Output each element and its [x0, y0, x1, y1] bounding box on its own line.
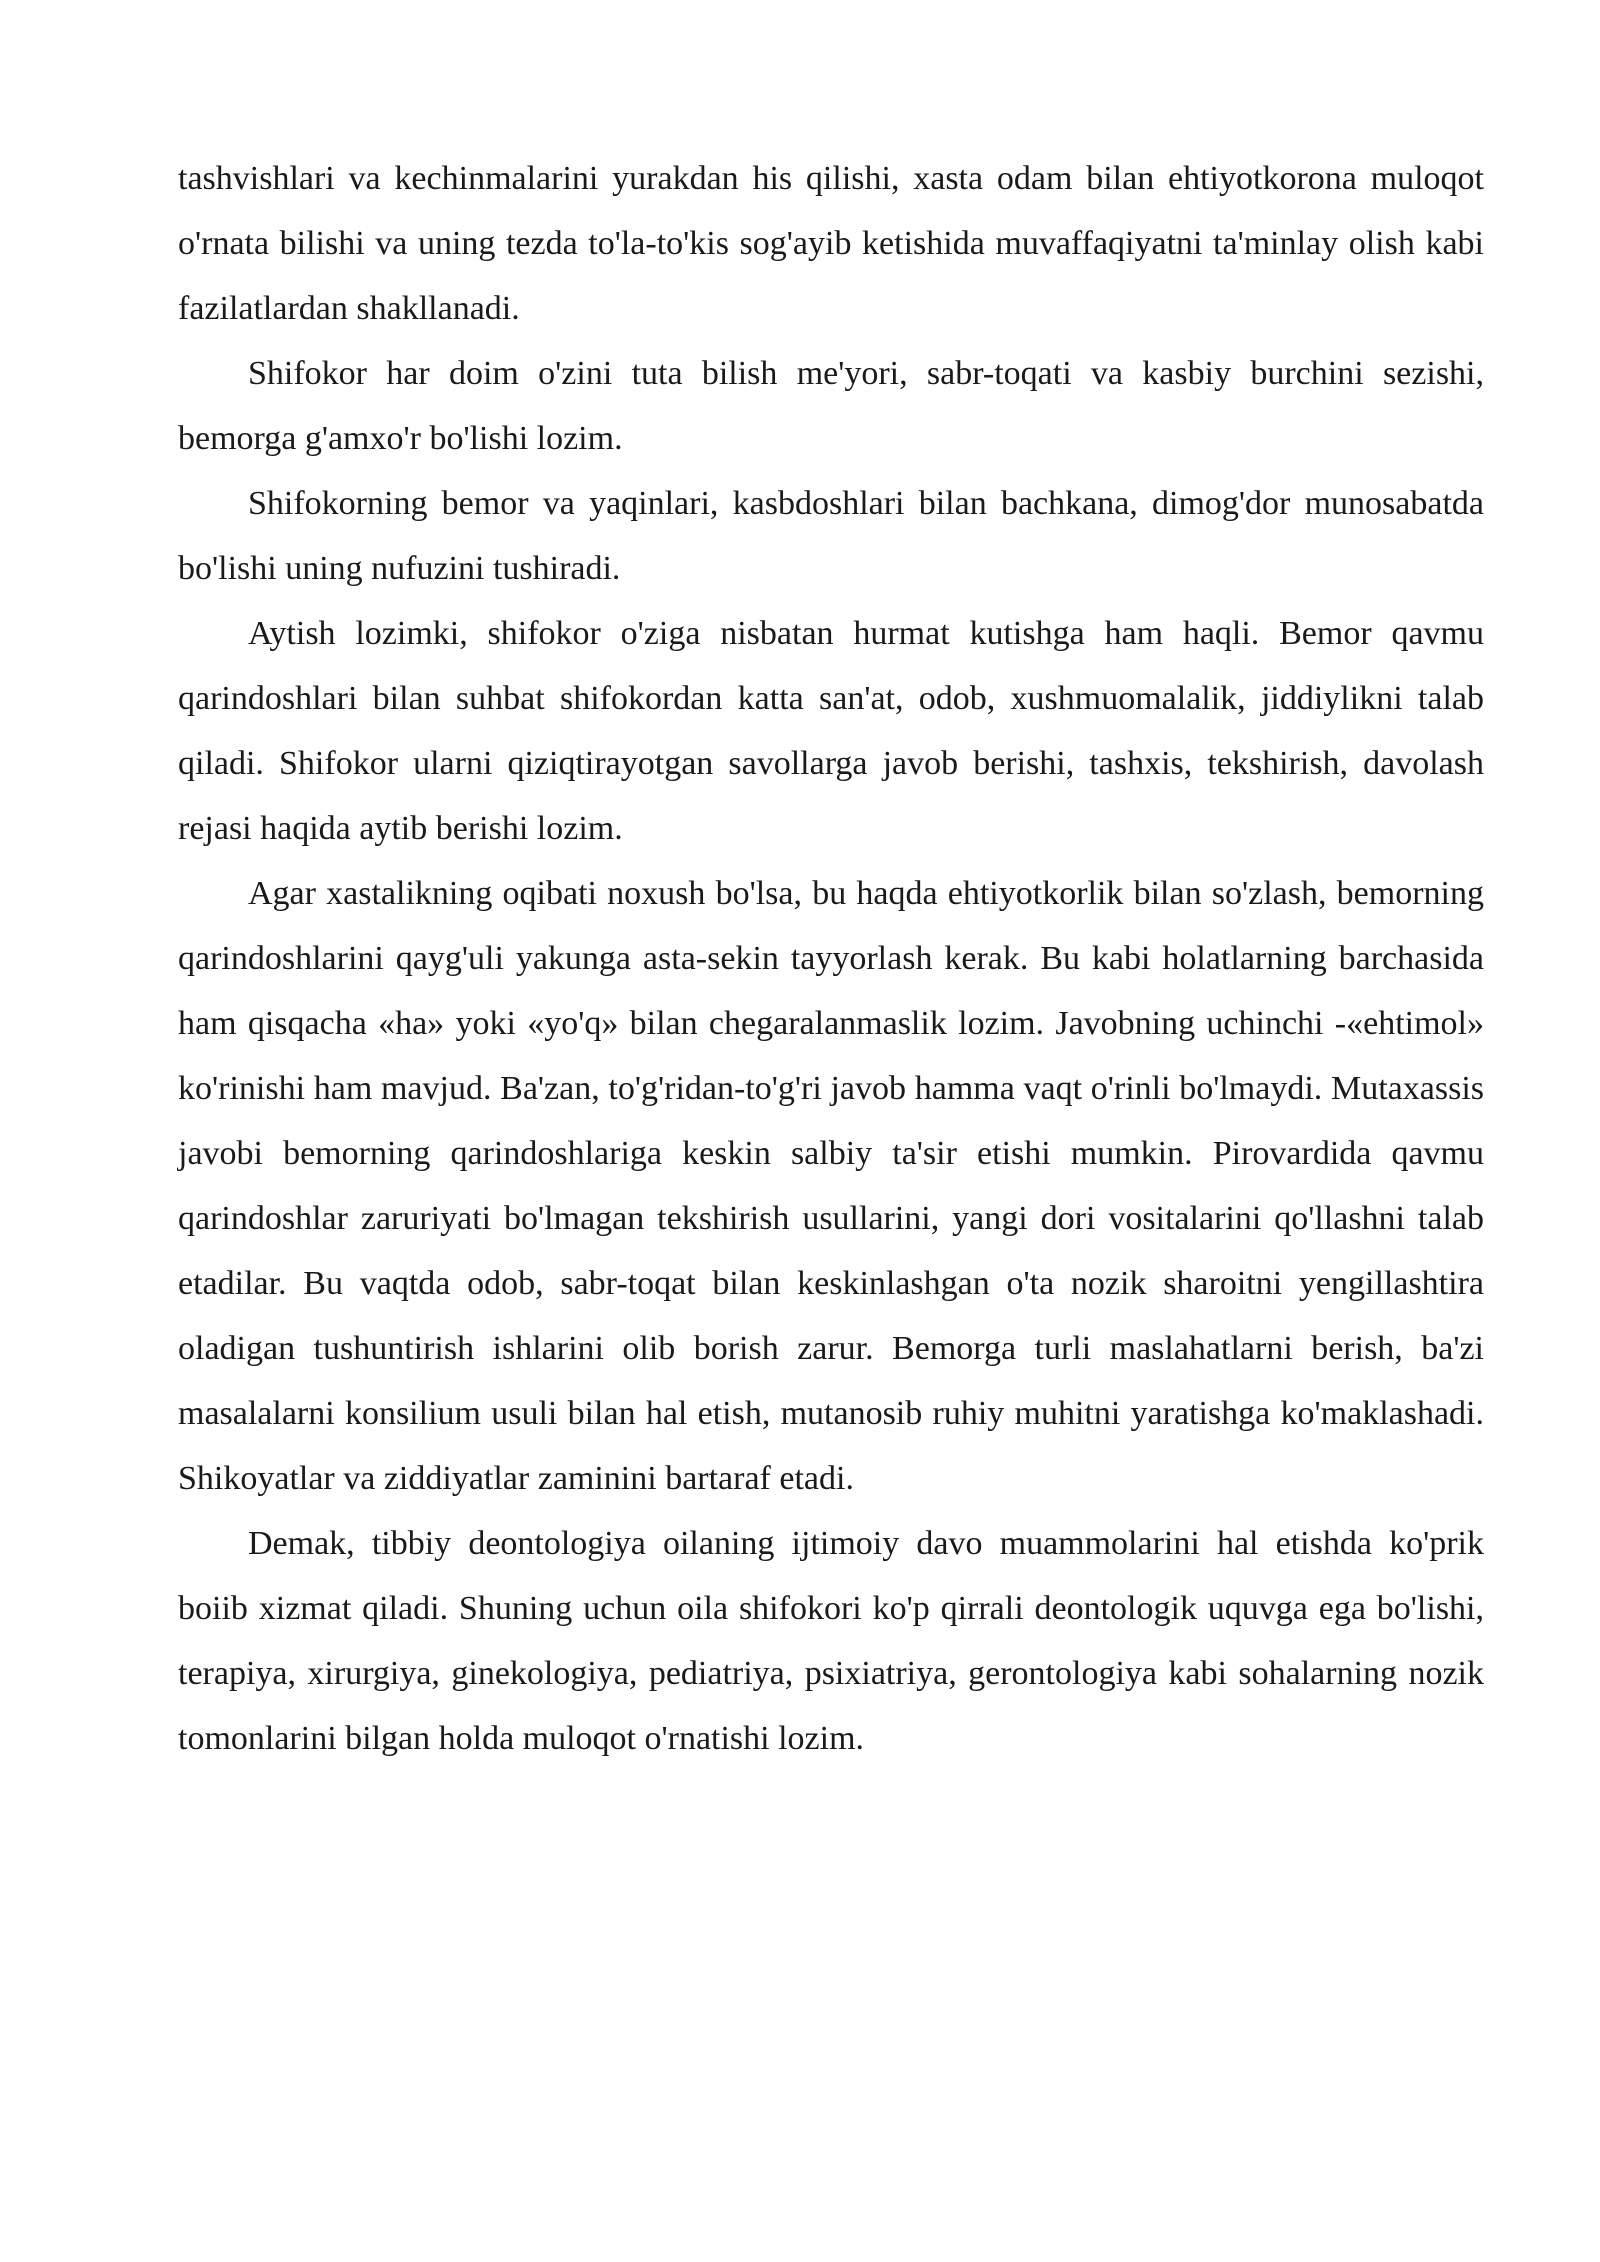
paragraph: Demak, tibbiy deontologiya oilaning ijtimoiy davo muammolarini hal etishda ko'prik boiib xizmat qiladi. Shuning uchun oila shifokori ko'p qirrali deontologik uquvga ega bo'lishi, terapiya, xirurgiya, ginekologiya, pediatriya, psixiatriya, gerontologiya kabi sohalarning nozik tomonlarini bilgan holda muloqot o'rnatishi lozim.	[178, 1525, 1484, 1757]
paragraph: Agar xastalikning oqibati noxush bo'lsa, bu haqda ehtiyotkorlik bilan so'zlash, bemorning qarindoshlarini qayg'uli yakunga asta-sekin tayyorlash kerak. Bu kabi holatlarning barchasida ham qisqacha «ha» yoki «yo'q» bilan chegaralanmaslik lozim. Javobning uchinchi -«ehtimol» ko'rinishi ham mavjud. Ba'zan, to'g'ridan-to'g'ri javob hamma vaqt o'rinli bo'lmaydi. Mutaxassis javobi bemorning qarindoshlariga keskin salbiy ta'sir etishi mumkin. Pirovardida qavmu qarindoshlar zaruriyati bo'lmagan tekshirish usullarini, yangi dori vositalarini qo'llashni talab etadilar. Bu vaqtda odob, sabr-toqat bilan keskinlashgan o'ta nozik sharoitni yengillashtira oladigan tushuntirish ishlarini olib borish zarur. Bemorga turli maslahatlarni berish, ba'zi masalalarni konsilium usuli bilan hal etish, mutanosib ruhiy muhitni yaratishga ko'maklashadi. Shikoyatlar va ziddiyatlar zaminini bartaraf etadi.	[178, 875, 1484, 1497]
paragraph: Aytish lozimki, shifokor o'ziga nisbatan hurmat kutishga ham haqli. Bemor qavmu qarindoshlari bilan suhbat shifokordan katta san'at, odob, xushmuomalalik, jiddiylikni talab qiladi. Shifokor ularni qiziqtirayotgan savollarga javob berishi, tashxis, tekshirish, davolash rejasi haqida aytib berishi lozim.	[178, 615, 1484, 847]
document-body	[178, 146, 1484, 1771]
paragraph-continuation: tashvishlari va kechinmalarini yurakdan his qilishi, xasta odam bilan ehtiyotkorona muloqot o'rnata bilishi va uning tezda to'la-to'kis sog'ayib ketishida muvaffaqiyatni ta'minlay olish kabi fazilatlardan shakllanadi.	[178, 160, 1484, 327]
paragraph: Shifokor har doim o'zini tuta bilish me'yori, sabr-toqati va kasbiy burchini sezishi, bemorga g'amxo'r bo'lishi lozim.	[178, 355, 1484, 457]
paragraph: Shifokorning bemor va yaqinlari, kasbdoshlari bilan bachkana, dimog'dor munosabatda bo'lishi uning nufuzini tushiradi.	[178, 485, 1484, 587]
